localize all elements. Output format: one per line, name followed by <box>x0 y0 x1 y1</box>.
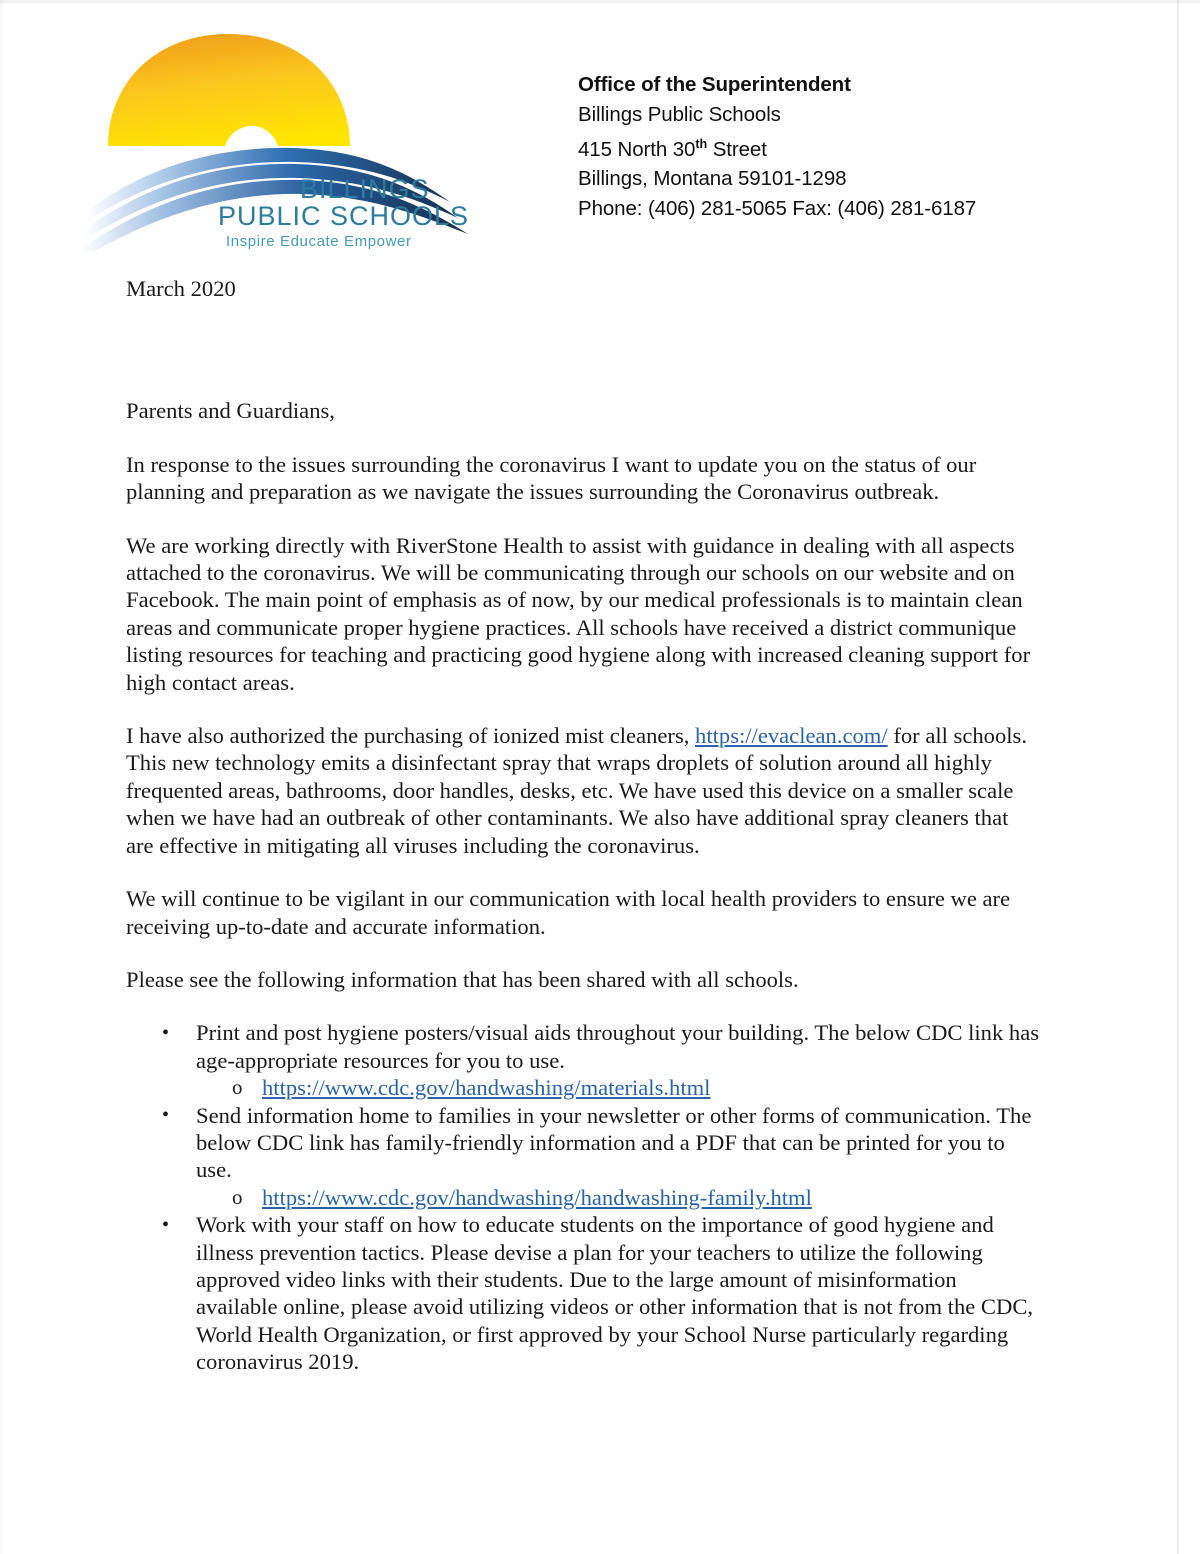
paragraph-1: In response to the issues surrounding the coronavirus I want to update you on the status of our planning and preparation as we navigate the issues surrounding the Coronavirus outbreak. <box>126 451 977 505</box>
paragraph-with-link <box>126 722 1041 859</box>
paragraph-link-after: for all schools. This new technology emits a disinfectant spray that wraps droplets of solution around all highly frequented areas, bathrooms, door handles, desks, etc. We have used this device on a smaller scale when we have had an outbreak of other contaminants. We also have additional spray cleaners that are effective in mitigating all viruses including the coronavirus. <box>126 723 1027 858</box>
cdc-handwashing-family-link[interactable]: https://www.cdc.gov/handwashing/handwashing-family.html <box>262 1184 812 1210</box>
paragraph-4: Please see the following information that has been shared with all schools. <box>126 966 799 992</box>
letterhead <box>0 18 1200 258</box>
letterhead-street-rest: Street <box>707 137 767 161</box>
bullet-icon: • <box>162 1021 170 1044</box>
letterhead-city-state-zip: Billings, Montana 59101-1298 <box>578 167 847 191</box>
bullet-text-1: Print and post hygiene posters/visual aids throughout your building. The below CDC link has age-appropriate resources for you to use. <box>196 1020 1040 1073</box>
letter-body <box>126 275 1041 1376</box>
billings-public-schools-logo <box>78 26 478 251</box>
list-item <box>196 1074 1041 1101</box>
guidance-bullet-list <box>126 1019 1041 1375</box>
list-item <box>126 1102 1041 1212</box>
letterhead-street-ordinal: th <box>695 136 708 151</box>
list-item <box>126 1211 1041 1375</box>
letterhead-contact: Phone: (406) 281-5065 Fax: (406) 281-6187 <box>578 196 977 220</box>
letterhead-organization: Billings Public Schools <box>578 102 781 126</box>
letter-date: March 2020 <box>126 276 236 301</box>
letterhead-address-block <box>578 70 976 223</box>
bullet-icon: • <box>162 1213 170 1236</box>
cdc-materials-link[interactable]: https://www.cdc.gov/handwashing/materials.html <box>262 1075 711 1101</box>
hollow-circle-icon: o <box>232 1075 243 1100</box>
sub-link-list-1 <box>196 1074 1041 1101</box>
list-item <box>126 1019 1041 1101</box>
letter-salutation: Parents and Guardians, <box>126 398 335 424</box>
letterhead-street-number: 415 North 30 <box>578 137 696 161</box>
bullet-text-2: Send information home to families in your newsletter or other forms of communication. The below CDC link has family-friendly information and a PDF that can be printed for you to use. <box>196 1102 1032 1183</box>
list-item <box>196 1184 1041 1211</box>
paragraph-link-before: I have also authorized the purchasing of ionized mist cleaners, <box>126 723 696 749</box>
letterhead-office: Office of the Superintendent <box>578 73 851 96</box>
evaclean-link[interactable]: https://evaclean.com/ <box>695 723 888 749</box>
logo-tagline: Inspire Educate Empower <box>226 233 412 250</box>
scan-artifact-top <box>0 0 1200 3</box>
hollow-circle-icon: o <box>232 1184 243 1209</box>
bullet-text-3: Work with your staff on how to educate students on the importance of good hygiene and illness prevention tactics. Please devise a plan for your teachers to utilize the following approved video links with their students. Due to the large amount of misinformation available online, please avoid utilizing videos or other information that is not from the CDC, World Health Organization, or first approved by your School Nurse particularly regarding coronavirus 2019. <box>196 1212 1034 1375</box>
logo-text-billings: BILLINGS <box>300 174 430 204</box>
paragraph-2: We are working directly with RiverStone Health to assist with guidance in dealing with all aspects attached to the coronavirus. We will be communicating through our schools on our website and on Facebook. The main point of emphasis as of now, by our medical professionals is to maintain clean areas and communicate proper hygiene practices. All schools have received a district communique listing resources for teaching and practicing good hygiene along with increased cleaning support for high contact areas. <box>126 532 1031 695</box>
sub-link-list-2 <box>196 1184 1041 1211</box>
paragraph-3: We will continue to be vigilant in our communication with local health providers to ensure we are receiving up-to-date and accurate information. <box>126 886 1011 939</box>
logo-text-public-schools: PUBLIC SCHOOLS <box>218 201 470 231</box>
letterhead-street <box>578 129 976 164</box>
bullet-icon: • <box>162 1103 170 1126</box>
